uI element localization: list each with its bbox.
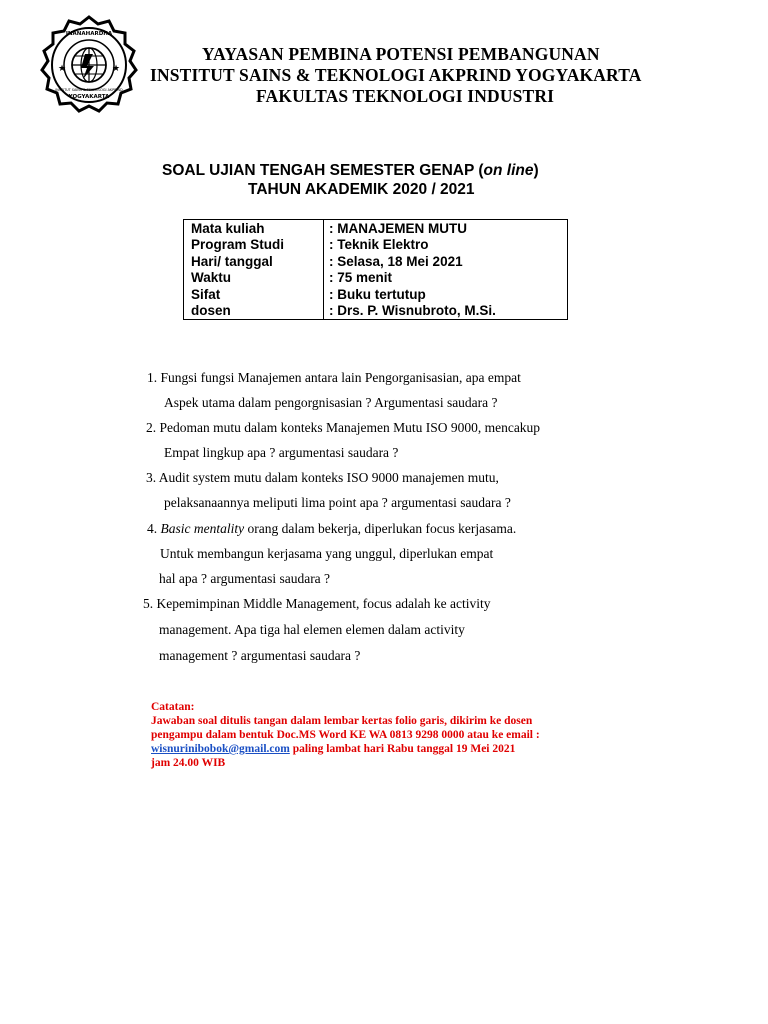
question-5-line-3: management ? argumentasi saudara ?	[159, 648, 361, 663]
info-label-nature: Sifat	[191, 287, 221, 302]
note-line-4: jam 24.00 WIB	[151, 757, 226, 769]
question-1-text-1: Fungsi fungsi Manajemen antara lain Pengorganisasian, apa empat	[160, 370, 521, 385]
info-value-date: : Selasa, 18 Mei 2021	[329, 254, 463, 269]
question-5-line-2: management. Apa tiga hal elemen elemen dalam activity	[159, 622, 465, 637]
question-4-number: 4.	[147, 521, 158, 536]
question-1-number: 1.	[147, 370, 158, 385]
svg-text:INSTITUT SAINS & TEKNOLOGI AKP: INSTITUT SAINS & TEKNOLOGI AKPRIND	[55, 88, 123, 92]
note-line-1: Jawaban soal ditulis tangan dalam lembar kertas folio garis, dikirim ke dosen	[151, 715, 533, 727]
svg-text:★: ★	[58, 64, 67, 74]
info-value-lecturer: : Drs. P. Wisnubroto, M.Si.	[329, 303, 496, 318]
academic-year: TAHUN AKADEMIK 2020 / 2021	[248, 181, 475, 198]
question-4-line-1	[147, 520, 516, 538]
question-3-line-2: pelaksanaannya meliputi lima point apa ? argumentasi saudara ?	[164, 495, 511, 510]
faculty-name: FAKULTAS TEKNOLOGI INDUSTRI	[256, 86, 555, 106]
info-label-time: Waktu	[191, 270, 231, 285]
info-label-course: Mata kuliah	[191, 221, 265, 236]
note-heading: Catatan:	[151, 701, 195, 713]
institution-logo	[36, 14, 142, 118]
note-line-3	[151, 742, 515, 756]
question-4-italic-term: Basic mentality	[160, 521, 245, 536]
question-3-number: 3.	[146, 470, 157, 485]
svg-text:★: ★	[112, 64, 121, 74]
question-1-line-2: Aspek utama dalam pengorgnisasian ? Argumentasi saudara ?	[164, 395, 498, 410]
question-5-line-1	[143, 595, 491, 613]
info-value-program: : Teknik Elektro	[329, 237, 429, 252]
question-3-text-1: Audit system mutu dalam konteks ISO 9000 manajemen mutu,	[158, 470, 499, 485]
exam-title	[162, 161, 539, 180]
info-value-time: : 75 menit	[329, 270, 393, 285]
question-4-line-2: Untuk membangun kerjasama yang unggul, diperlukan empat	[160, 546, 494, 561]
exam-info-divider	[323, 219, 324, 320]
question-4-text-1: orang dalam bekerja, diperlukan focus kerjasama.	[244, 521, 517, 536]
exam-title-suffix: )	[533, 162, 539, 179]
info-label-lecturer: dosen	[191, 303, 231, 318]
question-3-line-1	[146, 469, 499, 487]
info-value-nature: : Buku tertutup	[329, 287, 426, 302]
foundation-name: YAYASAN PEMBINA POTENSI PEMBANGUNAN	[202, 44, 600, 64]
info-label-date: Hari/ tanggal	[191, 254, 273, 269]
note-line-2: pengampu dalam bentuk Doc.MS Word KE WA 0813 9298 0000 atau ke email :	[151, 729, 540, 741]
email-link[interactable]: wisnurinibobok@gmail.com	[151, 743, 290, 755]
info-label-program: Program Studi	[191, 237, 285, 252]
info-value-course: : MANAJEMEN MUTU	[329, 221, 467, 236]
question-2-text-1: Pedoman mutu dalam konteks Manajemen Mutu ISO 9000, mencakup	[159, 420, 541, 435]
question-2-line-1	[146, 419, 540, 437]
question-4-line-3: hal apa ? argumentasi saudara ?	[159, 571, 331, 586]
exam-title-italic: on line	[483, 162, 534, 179]
question-5-text-1: Kepemimpinan Middle Management, focus adalah ke activity	[156, 596, 491, 611]
question-1-line-1	[147, 369, 521, 387]
svg-text:JNANAHARDHA: JNANAHARDHA	[65, 31, 113, 37]
note-deadline: paling lambat hari Rabu tanggal 19 Mei 2021	[289, 743, 516, 755]
exam-title-prefix: SOAL UJIAN TENGAH SEMESTER GENAP (	[162, 162, 484, 179]
question-2-line-2: Empat lingkup apa ? argumentasi saudara ?	[164, 445, 399, 460]
question-5-number: 5.	[143, 596, 154, 611]
svg-text:YOGYAKARTA: YOGYAKARTA	[68, 94, 110, 100]
institute-name: INSTITUT SAINS & TEKNOLOGI AKPRIND YOGYAKARTA	[150, 65, 642, 85]
question-2-number: 2.	[146, 420, 157, 435]
